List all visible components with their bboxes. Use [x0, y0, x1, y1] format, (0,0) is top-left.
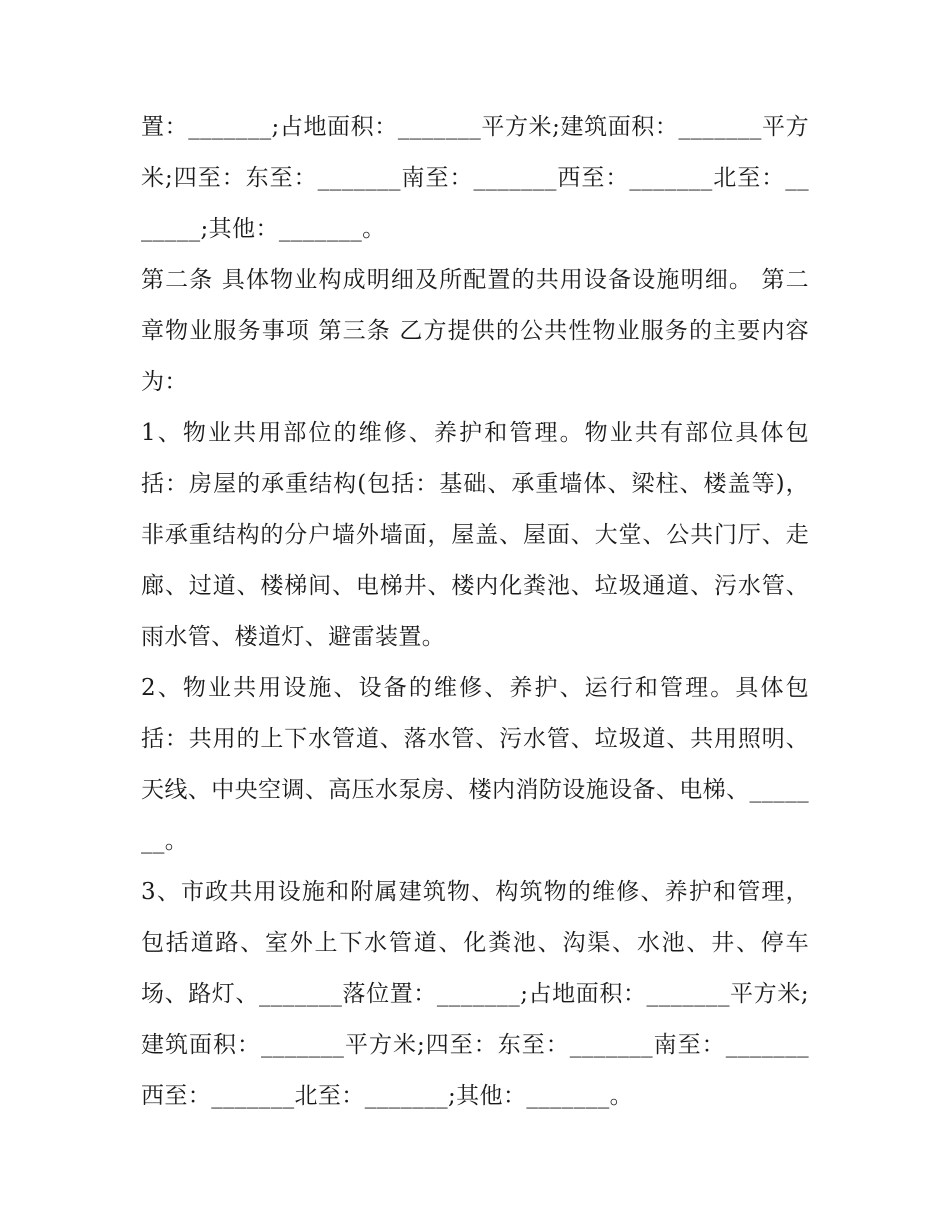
- document-page: [141, 102, 809, 1122]
- paragraph-item-1-common-parts: 1、物业共用部位的维修、养护和管理。物业共有部位具体包括：房屋的承重结构(包括：基础、承重墙体、梁柱、楼盖等)，非承重结构的分户墙外墙面，屋盖、屋面、大堂、公共门厅、走廊、过道、楼梯间、电梯井、楼内化粪池、垃圾通道、污水管、雨水管、楼道灯、避雷装置。: [141, 420, 809, 650]
- paragraph-article-2-3: 第二条 具体物业构成明细及所配置的共用设备设施明细。 第二章物业服务事项 第三条 乙方提供的公共性物业服务的主要内容为：: [141, 267, 809, 395]
- paragraph-location-area: 置：_______;占地面积：_______平方米;建筑面积：_______平方米;四至：东至：_______南至：_______西至：_______北至：_______;其他：_______。: [141, 114, 809, 242]
- paragraph-item-3-municipal-facilities: 3、市政共用设施和附属建筑物、构筑物的维修、养护和管理，包括道路、室外上下水管道、化粪池、沟渠、水池、井、停车场、路灯、_______落位置：_______;占地面积：_______平方米;建筑面积：_______平方米;四至：东至：_______南至：_______西至：_______北至：_______;其他：_______。: [141, 879, 809, 1109]
- paragraph-item-2-common-facilities: 2、物业共用设施、设备的维修、养护、运行和管理。具体包括：共用的上下水管道、落水管、污水管、垃圾道、共用照明、天线、中央空调、高压水泵房、楼内消防设施设备、电梯、_______。: [141, 675, 809, 854]
